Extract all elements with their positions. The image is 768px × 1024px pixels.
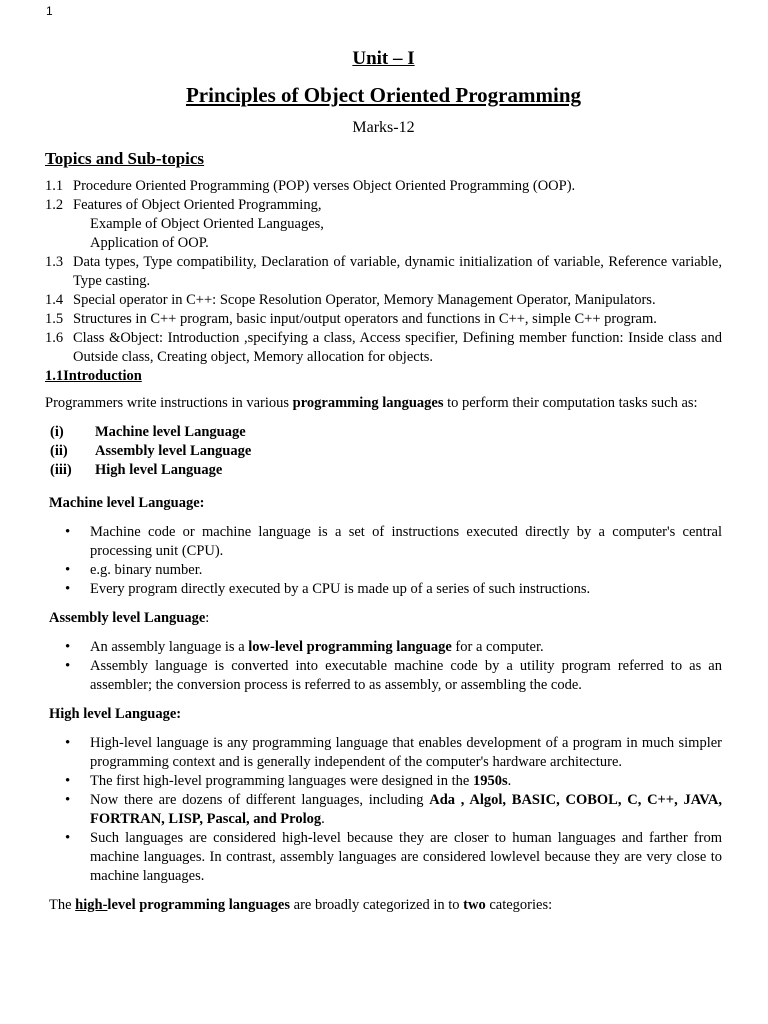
assembly-level-heading	[45, 609, 722, 628]
topics-list	[45, 177, 722, 367]
topic-number: 1.5	[45, 311, 64, 327]
paragraph-text: categories:	[485, 897, 553, 913]
intro-paragraph	[45, 394, 722, 413]
intro-text: Programmers write instructions in various	[45, 395, 293, 411]
bullet-item: • Such languages are considered high-level because they are closer to human languages and farther from machine languages. In contrast, assembly languages are considered lowlevel because they are very close to machine languages.	[45, 829, 722, 886]
intro-text: to perform their computation tasks such as:	[443, 395, 698, 411]
high-level-heading: High level Language:	[49, 706, 182, 722]
topic-item	[45, 310, 722, 329]
bullet-bold-text: low-level programming language	[248, 639, 452, 655]
machine-level-heading: Machine level Language:	[49, 495, 205, 511]
topics-heading: Topics and Sub-topics	[45, 149, 205, 168]
bullet-item: • High-level language is any programming language that enables development of a program in much simpler programming context and is generally independent of the computer's hardware architecture.	[45, 734, 722, 772]
bullet-bold-text: 1950s	[472, 773, 508, 789]
topic-text: Data types, Type compatibility, Declaration of variable, dynamic initialization of variable, Reference variable, Type casting.	[73, 254, 722, 289]
heading-colon: :	[205, 610, 210, 626]
bullet-item	[45, 791, 722, 829]
bold-text: level programming languages	[107, 897, 291, 913]
roman-numeral: (iii)	[50, 462, 72, 478]
roman-numeral: (ii)	[50, 443, 68, 459]
assembly-level-bullets	[45, 638, 722, 695]
underlined-bold-text: high-	[75, 897, 108, 913]
bullet-text: .	[507, 773, 512, 789]
topic-subitem: Application of OOP.	[90, 235, 209, 251]
main-title: Principles of Object Oriented Programming	[185, 83, 582, 107]
bullet-item: • Every program directly executed by a CPU is made up of a series of such instructions.	[45, 580, 722, 599]
bullet-item: • e.g. binary number.	[45, 561, 722, 580]
language-list	[45, 423, 722, 480]
bullet-text: .	[321, 811, 325, 827]
bullet-text: An assembly language is a	[90, 639, 249, 655]
topic-item	[45, 291, 722, 310]
topic-text: Procedure Oriented Programming (POP) verses Object Oriented Programming (OOP).	[73, 178, 576, 194]
topic-text: Special operator in C++: Scope Resolution Operator, Memory Management Operator, Manipulators.	[73, 292, 656, 308]
bullet-text: Now there are dozens of different languages, including	[90, 792, 430, 808]
high-level-bullets	[45, 734, 722, 886]
language-name: High level Language	[95, 462, 223, 478]
topic-number: 1.6	[45, 330, 64, 346]
language-name: Assembly level Language	[95, 443, 252, 459]
language-item	[50, 461, 722, 480]
machine-level-bullets	[45, 523, 722, 599]
bullet-item	[45, 638, 722, 657]
bullet-item: • Assembly language is converted into executable machine code by a utility program referred to as an assembler; the conversion process is referred to as assembly, or assembling the code.	[45, 657, 722, 695]
intro-bold-text: programming languages	[292, 395, 444, 411]
topic-number: 1.2	[45, 197, 64, 213]
paragraph-text: The	[49, 897, 76, 913]
bullet-bold-text: Ada , Algol, BASIC, COBOL, C, C++, JAVA, FORTRAN, LISP, Pascal, and Prolog	[90, 792, 722, 827]
unit-title: Unit – I	[352, 48, 415, 69]
marks-label: Marks-12	[352, 119, 415, 136]
topic-text: Class &Object: Introduction ,specifying a class, Access specifier, Defining member function: Inside class and Outside class, Creating object, Memory allocation for objects.	[73, 330, 722, 365]
topic-item	[45, 329, 722, 367]
language-item	[50, 423, 722, 442]
topic-number: 1.1	[45, 178, 64, 194]
heading-text: Assembly level Language	[49, 610, 206, 626]
categories-paragraph	[45, 896, 722, 915]
document-body	[45, 46, 722, 915]
bullet-item	[45, 772, 722, 791]
bullet-item: • Machine code or machine language is a set of instructions executed directly by a computer's central processing unit (CPU).	[45, 523, 722, 561]
paragraph-text: are broadly categorized in to	[290, 897, 464, 913]
introduction-heading: 1.1Introduction	[45, 368, 142, 384]
roman-numeral: (i)	[50, 424, 64, 440]
topic-text: Structures in C++ program, basic input/output operators and functions in C++, simple C++ program.	[73, 311, 657, 327]
page-number: 1	[46, 4, 53, 18]
language-item	[50, 442, 722, 461]
language-name: Machine level Language	[95, 424, 246, 440]
topic-number: 1.4	[45, 292, 64, 308]
bullet-text: The first high-level programming languages were designed in the	[90, 773, 473, 789]
topic-item	[45, 177, 722, 196]
bold-text: two	[463, 897, 486, 913]
bullet-text: for a computer.	[451, 639, 544, 655]
topic-subitem: Example of Object Oriented Languages,	[90, 216, 324, 232]
topic-item	[45, 196, 722, 215]
topic-text: Features of Object Oriented Programming,	[73, 197, 322, 213]
topic-number: 1.3	[45, 254, 64, 270]
topic-item	[45, 253, 722, 291]
